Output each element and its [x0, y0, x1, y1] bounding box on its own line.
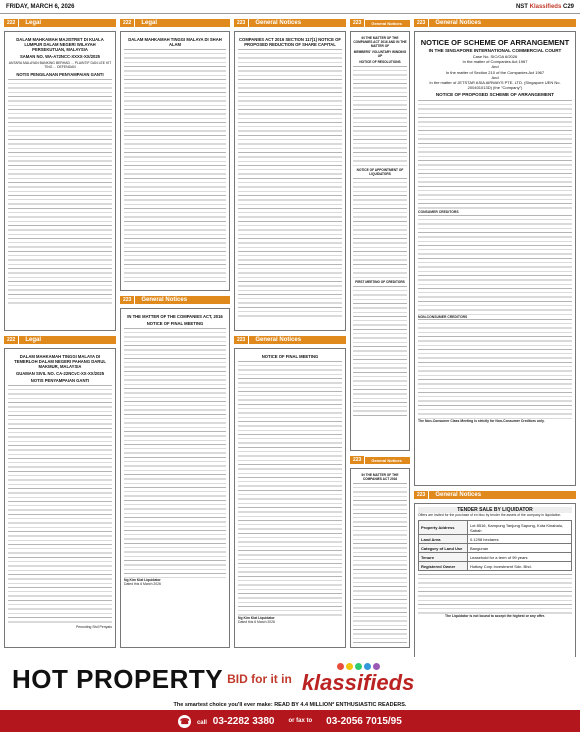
phone-number: 03-2282 3380: [212, 715, 275, 727]
tag-label: General Notices: [249, 19, 346, 27]
banner-bid: BID for it in: [227, 672, 292, 686]
tag-number: 223: [350, 19, 364, 27]
closing-note: The Non-Consumer Class Meeting is strictly for Non-Consumer Creditors only.: [418, 419, 545, 424]
tag-label: Legal: [19, 19, 116, 27]
scheme-notice-box: [414, 31, 576, 486]
hot-property-banner[interactable]: [0, 657, 580, 733]
parties-text: ANTARA MALAYAN BANKING BERHAD ... PLAINTIF DAN LEE KIT TING ... DEFENDAN: [8, 61, 112, 70]
court-title: DALAM MAHKAMAH MAJISTRET DI KUALA LUMPUR DALAM NEGERI WILAYAH PERSEKUTUAN, MALAYSIA: [16, 37, 104, 52]
tag-label: General Notices: [429, 19, 576, 27]
notice-heading: FIRST MEETING OF CREDITORS: [355, 280, 405, 284]
section-tag-general: [234, 18, 346, 28]
fax-number[interactable]: 03-2056 7015/95: [326, 715, 402, 727]
matter-line: In the matter of Section 210 of the Companies Act 1967: [445, 69, 545, 75]
column-general-2: [350, 18, 410, 652]
tag-label: Legal: [135, 19, 230, 27]
tag-label: General Notices: [365, 20, 410, 27]
tag-number: 223: [414, 19, 428, 27]
column-legal-2: [120, 18, 230, 652]
tender-closing: The Liquidator is not bound to accept the highest or any offer.: [444, 614, 546, 619]
tag-number: 222: [120, 19, 134, 27]
tag-number: 222: [4, 336, 18, 344]
matter-line: In the matter of JETSTAR ASIA AIRWAYS PTE. LTD. (Singapore UEN No. 200401013D) (the "Company"): [429, 80, 561, 91]
notice-heading: NOTIS PENYAMPAIAN GANTI: [30, 378, 90, 383]
tender-intro: Offers are invited for the purchase of en bloc by tender the assets of the company in liquidation.: [418, 513, 562, 517]
brand-prefix: NST: [515, 3, 528, 10]
section-tag-legal-2: [4, 335, 116, 345]
court-title: DALAM MAHKAMAH TINGGI MALAYA DI TEMERLOH DALAM NEGERI PAHANG DARUL MAKMUR, MALAYSIA: [14, 354, 106, 369]
legal-notice-box: [4, 31, 116, 331]
tag-label: Legal: [19, 336, 116, 344]
tender-sale-box: [414, 503, 576, 663]
section-tag-general: [120, 295, 230, 305]
tag-number: 223: [234, 336, 248, 344]
table-row: Registered Owner Hotbay Corp Investment Sdn. Bhd.: [419, 562, 572, 571]
notice-heading: COMPANIES ACT 2016 SECTION 117(1) NOTICE OF PROPOSED REDUCTION OF SHARE CAPITAL: [239, 37, 341, 47]
column-legal-1: [4, 18, 116, 652]
notice-heading: NOTICE OF RESOLUTIONS: [359, 60, 401, 64]
klassifieds-logo: [302, 663, 415, 696]
case-number: Case No. SIC/OA 6/2026: [472, 54, 518, 59]
section-tag-general-2: [234, 335, 346, 345]
page-number: C29: [562, 3, 574, 10]
section-heading: CONSUMER CREDITORS: [418, 210, 459, 215]
tag-label: General Notices: [429, 491, 576, 499]
banner-contact-bar: [0, 710, 580, 732]
brand-name: Klassifieds: [529, 3, 562, 10]
tag-number: 223: [234, 19, 248, 27]
page-brand: [516, 4, 574, 10]
section-tag-general: [350, 18, 410, 28]
case-number: SAMAN NO. WA-A72NCC-XXXX-XX/2025: [19, 54, 101, 59]
call-label: call: [196, 719, 207, 726]
section-tag-legal: [4, 18, 116, 28]
winding-up-box-2: [350, 468, 410, 648]
banner-tagline: The smartest choice you'll ever make: READ BY 4.4 MILLION* ENTHUSIASTIC READERS.: [173, 702, 407, 708]
court-title: DALAM MAHKAMAH TINGGI MALAYA DI SHAH ALAM: [128, 37, 222, 47]
court-name: IN THE SINGAPORE INTERNATIONAL COMMERCIAL COURT: [428, 48, 562, 53]
fax-label: or fax to: [288, 718, 313, 724]
call-phone[interactable]: [178, 715, 274, 728]
table-row: Land Area 0.1298 hectares: [419, 535, 572, 544]
tag-label: General Notices: [365, 457, 410, 464]
matter-line: In the matter of Companies Act 1967: [462, 59, 528, 65]
final-meeting-box: [120, 308, 230, 648]
signature-note: Perunding Sivil Penyatu: [75, 625, 112, 629]
banner-top: [0, 657, 580, 701]
dated-text: Dated this 6 March 2026: [124, 582, 161, 587]
tag-number: 222: [4, 19, 18, 27]
section-tag-general: [414, 18, 576, 28]
case-number: GUAMAN SIVIL NO. CA-22NCvC-XX-XX/2025: [15, 371, 105, 376]
column-general-1: [234, 18, 346, 652]
notice-heading: IN THE MATTER OF THE COMPANIES ACT 2016: [361, 473, 399, 481]
tender-table: [418, 520, 572, 571]
notice-subtitle: NOTICE OF PROPOSED SCHEME OF ARRANGEMENT: [435, 92, 555, 98]
tag-label: General Notices: [135, 296, 230, 304]
notice-heading: NOTICE OF APPOINTMENT OF LIQUIDATORS: [356, 168, 404, 176]
table-row: Property Address Lot 8516, Kampung Tanjung Sapong, Kota Kinabalu, Sabah: [419, 521, 572, 535]
notice-heading: NOTICE OF FINAL MEETING: [146, 321, 204, 326]
page-header: [0, 0, 580, 14]
tag-number: 223: [350, 456, 364, 464]
final-meeting-box: [234, 348, 346, 648]
table-row: Tenure Leasehold for a term of 99 years: [419, 553, 572, 562]
legal-notice-box-2: [4, 348, 116, 648]
matter-line: And: [491, 74, 499, 80]
notice-heading: IN THE MATTER OF THE COMPANIES ACT 2016 AND IN THE MATTER OF: [353, 36, 407, 48]
banner-hot-property: HOT PROPERTY: [12, 663, 224, 694]
phone-icon: ☎: [179, 716, 190, 726]
column-scheme: [414, 18, 576, 652]
tag-number: 223: [414, 491, 428, 499]
section-tag-general-2: [350, 455, 410, 465]
liquidator-name: Ng Kim Kiat Liquidator: [124, 578, 161, 582]
tag-number: 223: [120, 296, 134, 304]
logo-dots-icon: [337, 663, 380, 670]
notice-heading: MEMBERS' VOLUNTARY WINDING UP: [353, 50, 407, 58]
notice-heading: NOTICE OF FINAL MEETING: [261, 354, 319, 359]
section-tag-general-2: [414, 490, 576, 500]
tag-label: General Notices: [249, 336, 346, 344]
share-capital-box: [234, 31, 346, 331]
liquidator-name: Ng Kim Kiat Liquidator: [238, 616, 275, 620]
matter-line: And: [491, 64, 499, 70]
tender-title: TENDER SALE BY LIQUIDATOR: [418, 507, 572, 513]
winding-up-box: [350, 31, 410, 451]
section-heading: NON-CONSUMER CREDITORS: [418, 314, 468, 319]
dated-text: Dated this 6 March 2026: [238, 620, 275, 625]
section-tag-legal: [120, 18, 230, 28]
legal-notice-box: [120, 31, 230, 291]
table-row: Category of Land Use Bangunan: [419, 544, 572, 553]
act-heading: IN THE MATTER OF THE COMPANIES ACT, 2016: [127, 314, 223, 319]
page-date: FRIDAY, MARCH 6, 2026: [6, 3, 75, 10]
notice-title: NOTICE OF SCHEME OF ARRANGEMENT: [420, 38, 570, 47]
logo-text: klassifieds: [301, 669, 415, 695]
notice-heading: NOTIS PENGILANAN PENYAMPAIAN GANTI: [16, 71, 104, 77]
